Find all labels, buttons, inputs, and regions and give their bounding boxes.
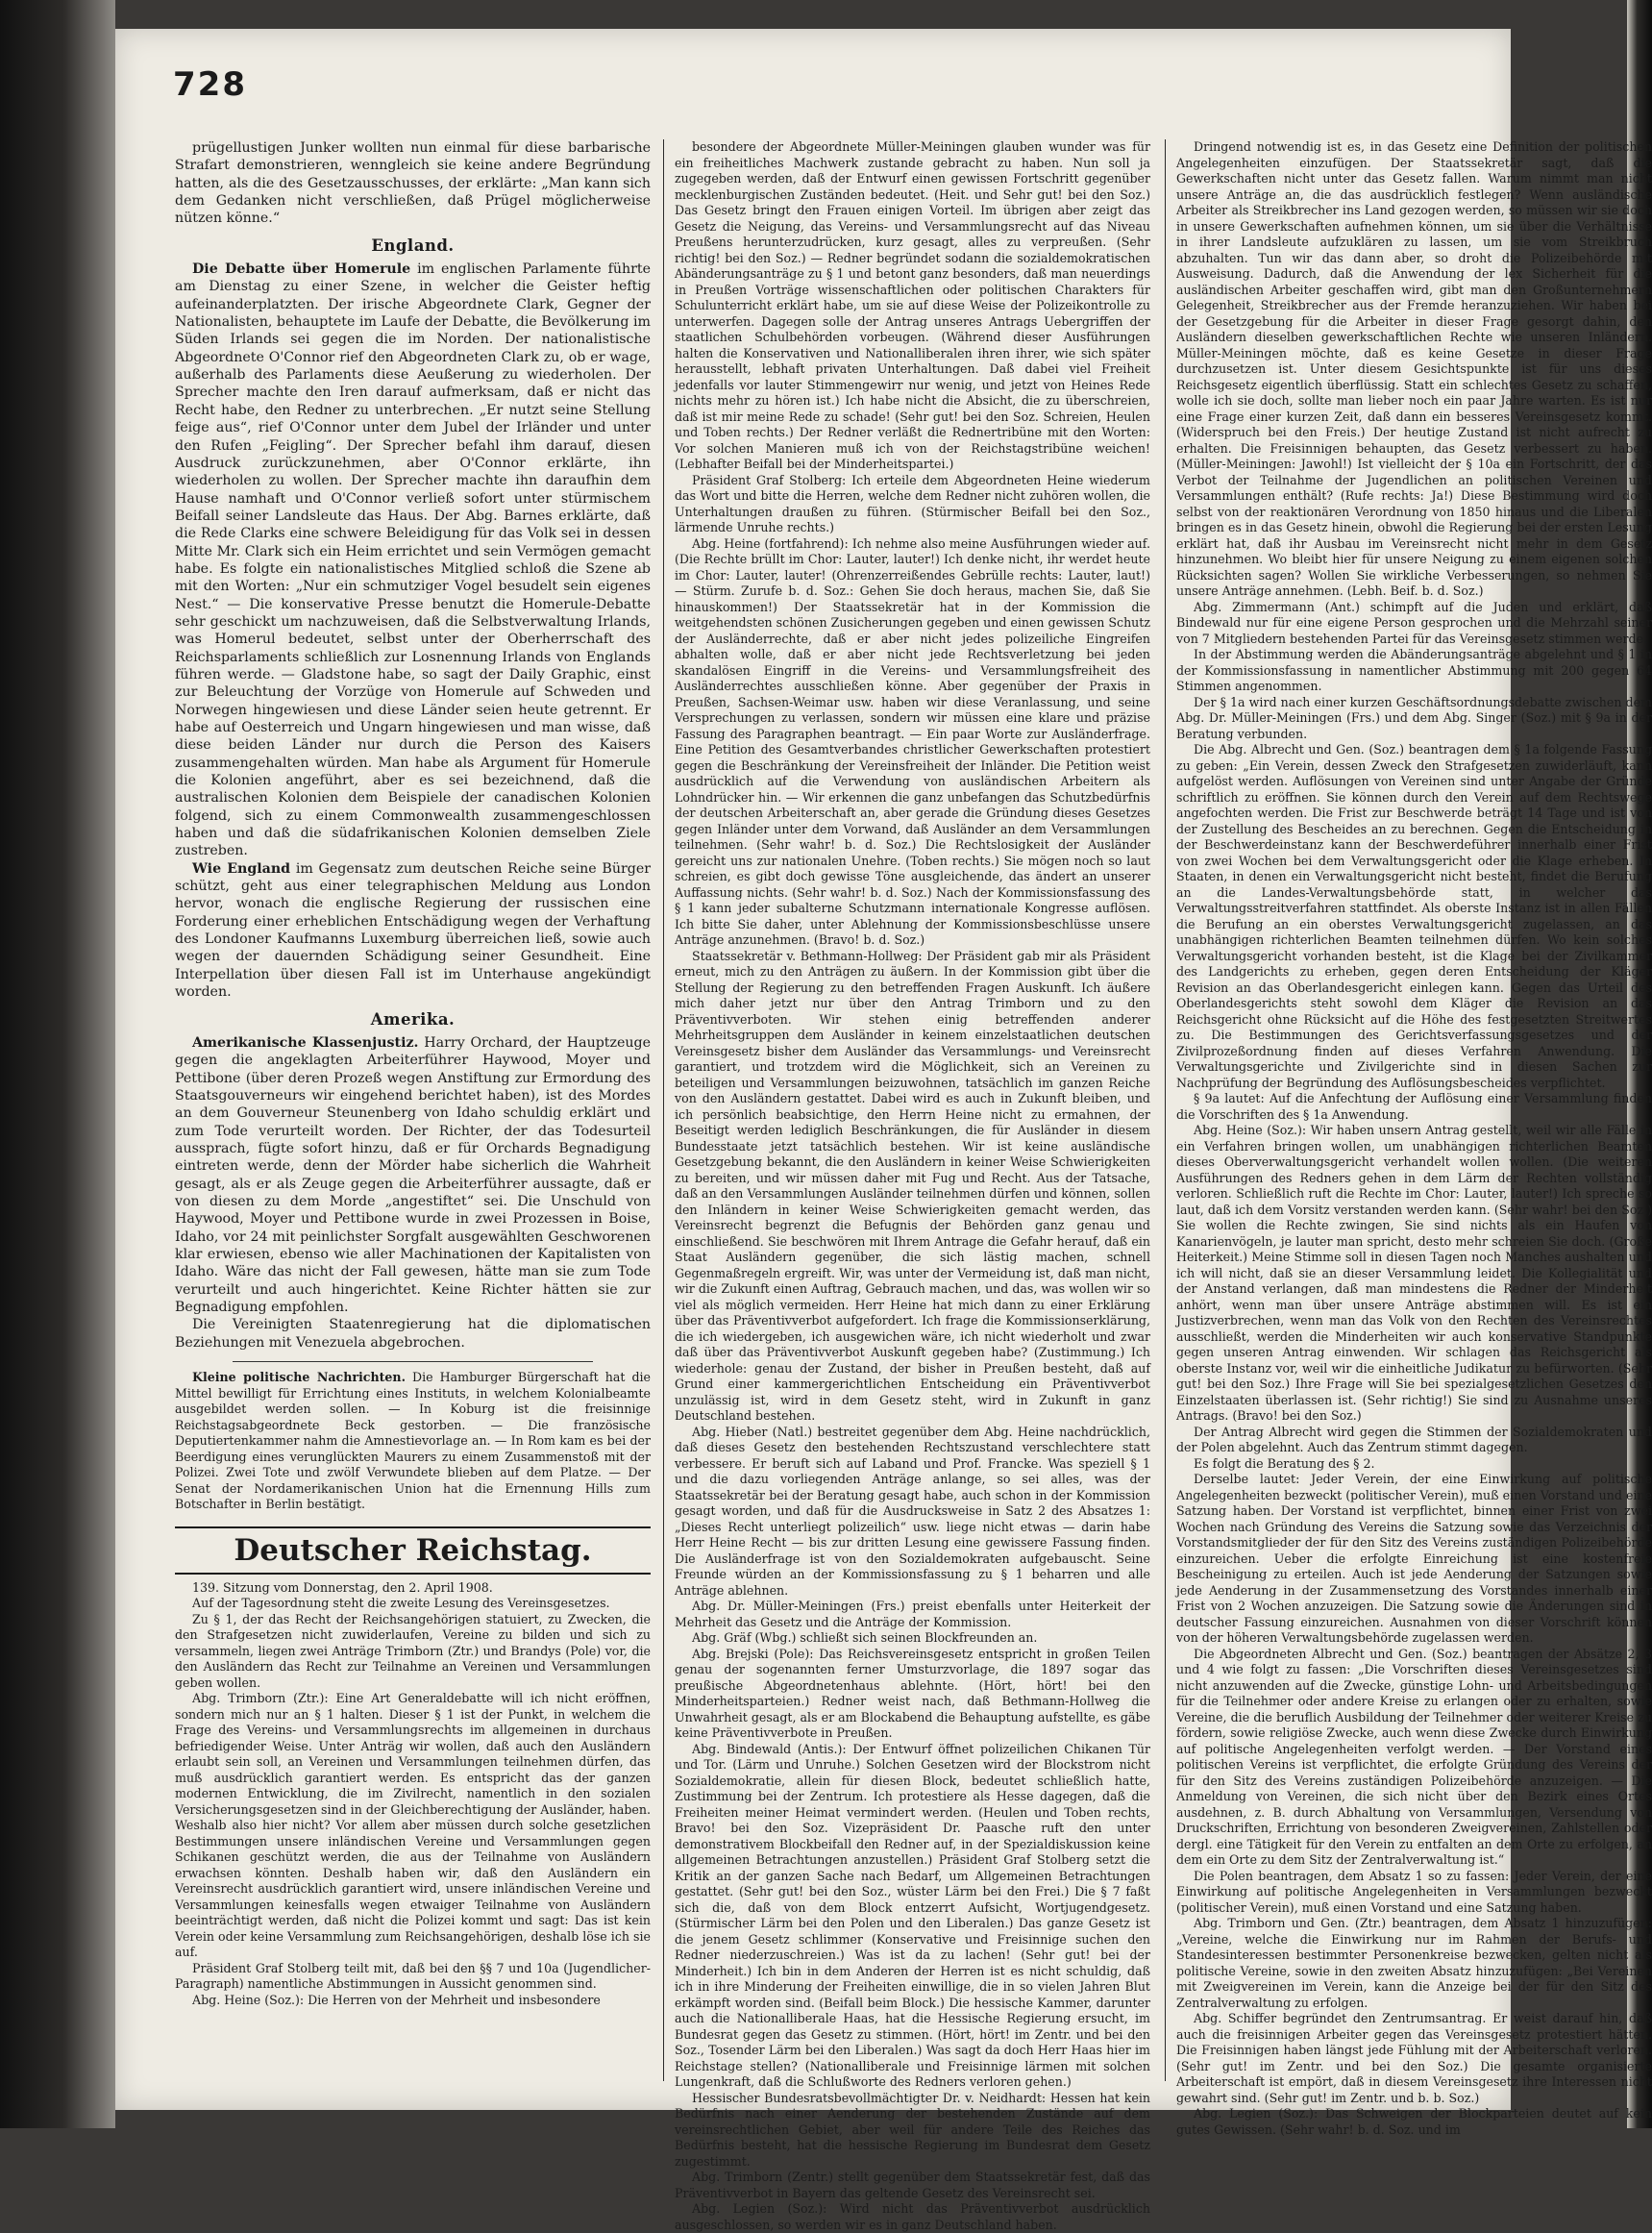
column-1 [175, 139, 651, 2091]
col2-paragraph-1: besondere der Abgeordnete Müller-Meiningen glauben wunder was für ein freiheitliches Machwerk zustande gebracht zu haben. Nun soll ja zugegeben werden, daß der Entwurf einen gewissen Fortschritt gegenüber mecklenburgischen Zuständen bedeutet. (Heit. und Sehr gut! bei den Soz.) Das Gesetz bringt den Frauen einigen Vorteil. Im übrigen aber zeigt das Gesetz die Neigung, das Vereins- und Versammlungsrecht auf das Niveau Preußens herunterzudrücken, kurz gesagt, alles zu verpreußen. (Sehr richtig! bei den Soz.) — Redner begründet sodann die sozialdemokratischen Abänderungsanträge zu § 1 und betont ganz besonders, daß man neuerdings in Preußen Vorträge wissenschaftlichen oder politischen Charakters für Schulunterricht erklärt habe, um sie auf diese Weise der Polizeikontrolle zu unterwerfen. Dagegen solle der Antrag unseres Antrags Uebergriffen der staatlichen Schulbehörden vorbeugen. (Während dieser Ausführungen halten die Konservativen und Nationalliberalen ihren ihrer, wie sich später herausstellt, lebhaft privaten Unterhaltungen. Daß dabei viel Freiheit jedenfalls vor lauter Stimmengewirr nur wenig, und jetzt von Heines Rede nichts mehr zu hören ist.) Ich habe nicht die Absicht, die zu überschreien, daß ist mir meine Rede zu schade! (Sehr gut! bei den Soz. Schreien, Heulen und Toben rechts.) Der Redner verläßt die Rednertribüne mit den Worten: Vor solchen Manieren muß ich von der Reichstagstribüne weichen! (Lebhafter Beifall bei der Minderheitspartei.) [675, 139, 1150, 471]
col3-paragraph-12: Die Polen beantragen, dem Absatz 1 so zu fassen: Jeder Verein, der eine Einwirkung auf politische Angelegenheiten in Versammlungen bezweckt (politischer Verein), muß einen Vorstand und eine Satzung haben. [1176, 1868, 1652, 1915]
tagesordnung: Auf der Tagesordnung steht die zweite Lesung des Vereinsgesetzes. [192, 1596, 610, 1611]
lead-homerule: Die Debatte über Homerule [192, 261, 411, 278]
text-kleine-nachrichten: Die Hamburger Bürgerschaft hat die Mittel bewilligt für Errichtung eines Instituts, in welchem Kolonialbeamte ausgebildet werden sollen. — In Koburg ist die freisinnige Reichstagsabgeordnete Beck gestorben. — Die französische Deputiertenkammer nahm die Amnestievorlage an. — In Rom kam es bei der Beerdigung eines verunglückten Maurers zu einem Zusammenstoß mit der Polizei. Zwei Tote und zwölf Verwundete blieben auf dem Platze. — Der Senat der Nordamerikanischen Union hat die Ernennung Hills zum Botschafter in Berlin bestätigt. [175, 1370, 651, 1512]
col3-paragraph-2: Abg. Zimmermann (Ant.) schimpft auf die Juden und erklärt, daß Bindewald nur für eine eigene Person gesprochen und die Mehrzahl seiner von 7 Mitgliedern bestehenden Partei für das Vereinsgesetz stimmen werde. [1176, 599, 1652, 646]
reichstag-title: Deutscher Reichstag. [175, 1526, 651, 1575]
col3-paragraph-8: Der Antrag Albrecht wird gegen die Stimmen der Sozialdemokraten und der Polen abgelehnt. Auch das Zentrum stimmt dagegen. [1176, 1424, 1652, 1454]
column-2 [675, 139, 1151, 2232]
col3-paragraph-9: Es folgt die Beratung des § 2. [1194, 1455, 1375, 1471]
text-homerule: im englischen Parlamente führte am Dienstag zu einer Szene, in welcher die Geister heftig aufeinanderplatzten. Der irische Abgeordnete Clark, Gegner der Nationalisten, behauptete im Laufe der Debatte, die Bevölkerung im Süden Irlands sei gegen die im Norden. Der nationalistische Abgeordnete O'Connor rief den Abgeordneten Clark zu, ob er wage, außerhalb des Parlaments diese Aeußerung zu wiederholen. Der Sprecher machte den Iren darauf aufmerksam, daß er nicht das Recht habe, den Redner zu unterbrechen. „Er nutzt seine Stellung feige aus“, rief O'Connor unter dem Jubel der Irländer und unter den Rufen „Feigling“. Der Sprecher befahl ihm darauf, diesen Ausdruck zurückzunehmen, aber O'Connor erklärte, ihn wiederholen zu wollen. Der Sprecher machte ihn daraufhin dem Hause namhaft und O'Connor verließ sofort unter stürmischem Beifall seiner Landsleute das Haus. Der Abg. Barnes erklärte, daß die Rede Clarks eine schwere Beleidigung für das Volk sei in dessen Mitte Mr. Clark sich ein Heim errichtet und sein Vermögen gemacht habe. Es folgte ein nationalistisches Mitglied schloß die Szene ab mit den Worten: „Nur ein schmutziger Vogel besudelt sein eigenes Nest.“ — Die konservative Presse benutzt die Homerule-Debatte sehr geschickt um nachzuweisen, daß die Selbstverwaltung Irlands, was Homerul bedeutet, selbst unter der Oberherrschaft des Reichsparlaments schließlich zur Losnennung Irlands von Englands führen werde. — Gladstone habe, so sagt der Daily Graphic, einst zur Beleuchtung der Vorzüge von Homerule auf Schweden und Norwegen hingewiesen und diese Länder seien heute getrennt. Er habe auf Oesterreich und Ungarn hingewiesen und man wisse, daß diese beiden Länder nur durch die Person des Kaisers zusammengehalten würden. Man habe als Argument für Homerule die Kolonien angeführt, aber es sei bezeichnend, daß die australischen Kolonien dem Beispiele der canadischen Kolonien folgend, sich zu einem Commonwealth zusammengeschlossen haben und daß die südafrikanischen Kolonien demselben Ziele zustreben. [175, 261, 651, 859]
column-rule-right [1165, 139, 1166, 2081]
paragraph-trimborn: Abg. Trimborn (Ztr.): Eine Art Generaldebatte will ich nicht eröffnen, sondern mich nur an § 1 halten. Dieser § 1 ist der Punkt, in welchem die Frage des Vereins- und Versammlungsrechts im allgemeinen in durchaus befriedigender Weise. Unter Anträg wir wollen, daß auch den Ausländern erlaubt sein soll, an Vereinen und Versammlungen teilnehmen dürfen, das muß ausdrücklich garantiert werden. Es entspricht das der ganzen modernen Entwicklung, die im Zivilrecht, namentlich in den sozialen Versicherungsgesetzen sind in der Gleichberechtigung der Ausländer, haben. Weshalb also hier nicht? Vor allem aber müssen durch solche gesetzlichen Bestimmungen unsere inländischen Vereine und Versammlungen gegen Schikanen geschützt werden, die aus der Teilnahme von Ausländern erwachsen könnten. Deshalb haben wir, daß den Ausländern ein Vereinsrecht ausdrücklich garantiert wird, unsere inländischen Vereine und Versammlungen keinesfalls wegen etwaiger Teilnahme von Ausländern beeinträchtigt werden, daß nicht die Polizei kommt und sagt: Das ist kein Verein oder keine Versammlung zum Reichsangehörigen, deshalb löse ich sie auf. [175, 1691, 651, 1960]
text-klassenjustiz: Harry Orchard, der Hauptzeuge gegen die angeklagten Arbeiterführer Haywood, Moyer und Pettibone (über deren Prozeß wegen Anstiftung zur Ermordung des Staatsgouverneurs wir eingehend berichtet haben), ist des Mordes an dem Gouverneur Steunenberg von Idaho schuldig erklärt und zum Tode verurteilt worden. Der Richter, der das Todesurteil aussprach, fügte sofort hinzu, daß er für Orchards Begnadigung eintreten werde, denn der Mörder habe sicherlich die Wahrheit gesagt, als er als Zeuge gegen die Arbeiterführer aussagte, daß er von diesen zu dem Morde „angestiftet“ sei. Die Unschuld von Haywood, Moyer und Pettibone wurde in zwei Prozessen in Boise, Idaho, vor 24 mit peinlichster Sorgfalt ausgewählten Geschworenen klar erwiesen, ebenso wie aller Machinationen der Kapitalisten von Idaho. Wäre das nicht der Fall gewesen, hätte man sie zum Tode verurteilt und auch hingerichtet. Keine Richter hätten sie zur Begnadigung empfohlen. [175, 1034, 651, 1315]
col3-paragraph-14: Abg. Schiffer begründet den Zentrumsantrag. Er weist darauf hin, daß auch die freisinnigen Arbeiter gegen das Vereinsgesetz protestiert hätten. Die Freisinnigen haben längst jede Fühlung mit der Arbeiterschaft verloren. (Sehr gut! im Zentr. und bei den Soz.) Die gesamte organisierte Arbeiterschaft ist empört, daß in diesem Vereinsgesetz ihre Interessen nicht gewahrt sind. (Sehr gut! im Zentr. und b. b. Soz.) [1176, 2011, 1652, 2105]
separator-line [233, 1361, 593, 1362]
col2-paragraph-6: Abg. Dr. Müller-Meiningen (Frs.) preist ebenfalls unter Heiterkeit der Mehrheit das Gesetz und die Anträge der Kommission. [675, 1599, 1150, 1629]
col3-paragraph-1: Dringend notwendig ist es, in das Gesetz eine Definition der politischen Angelegenheiten einzufügen. Der Staatssekretär sagt, daß die Gewerkschaften nicht unter das Gesetz fallen. Warum nimmt man nicht unsere Anträge an, die das ausdrücklich festlegen? Wenn ausländische Arbeiter als Streikbrecher ins Land gezogen werden, so müssen wir sie doch in unsere Gewerkschaften aufnehmen können, um sie über die Verhältnisse in ihrer Landsleute aufzuklären zu lassen, um sie vom Streikbruch abzuhalten. Tun wir das dann aber, so droht die Polizeibehörde mit Ausweisung. Dadurch, daß die Anwendung der lex Sicherheit für die ausländischen Arbeiter geschaffen wird, gibt man den Großunternehmern Gelegenheit, Streikbrecher aus der Fremde heranzuziehen. Wir haben bei der Gesetzgebung für die Arbeiter in dieser Frage gesorgt dahin, den Ausländern dieselben gewerkschaftlichen Rechte wie unseren Inländern. Müller-Meiningen möchte, daß es keine Gesetze in dieser Frage durchzusetzen ist. Unter diesem Gesichtspunkte ist für uns dieses Reichsgesetz eigentlich überflüssig. Statt ein schlechtes Gesetz zu schaffen, wolle ich sie doch, sollte man lieber noch ein paar Jahre warten. Es ist nur eine Frage einer kurzen Zeit, daß dann ein besseres Vereinsgesetz kommt. (Widerspruch bei den Freis.) Der heutige Zustand ist nicht aufrecht zu erhalten. Die Freisinnigen behaupten, das Gesetz verbessert zu haben. (Müller-Meiningen: Jawohl!) Ist vielleicht der § 10a ein Fortschritt, der das Verbot der Teilnahme der Jugendlichen an politischen Vereinen und Versammlungen enthält? (Rufe rechts: Ja!) Diese Bestimmung wird doch selbst von der reaktionären Verordnung von 1850 hinaus und die Liberalen bringen es in das Gesetz hinein, obwohl die Regierung bei der ersten Lesung erklärt hat, daß ihr Ausbau im Vereinsrecht nicht mehr in dem Gesetz hinzunehmen. Wo bleibt hier für unsere Neigung zu einem eigenen solchen Rücksichten sagen? Wollen Sie wirkliche Verbesserungen, so nehmen Sie unsere Anträge annehmen. (Lebh. Beif. b. d. Soz.) [1176, 139, 1652, 598]
col2-paragraph-3: Abg. Heine (fortfahrend): Ich nehme also meine Ausführungen wieder auf. (Die Rechte brüllt im Chor: Lauter, lauter!) Ich denke nicht, ihr werdet heute im Chor: Lauter, lauter! (Ohrenzerreißendes Gebrülle rechts: Lauter, laut!) — Stürm. Zurufe b. d. Soz.: Gehen Sie doch heraus, machen Sie, daß Sie hinauskommen!) Der Staatssekretär hat in der Kommission die weitgehendsten schönen Zusicherungen gegeben und einen gewissen Schutz der Ausländerrechte, daß er aber nicht jedes polizeiliche Eingreifen abhalten wolle, daß er aber nicht jede Rechtsverletzung bei jeden skandalösen Eingriff in die Vereins- und Versammlungsfreiheit des Ausländerrechtes ausschließen könne. Aber gegenüber der Praxis in Preußen, Sachsen-Weimar usw. haben wir diese Veranlassung, und seine Versprechungen zu verlassen, sondern wir müssen eine klare und präzise Fassung des Paragraphen beantragt. — Ein paar Worte zur Ausländerfrage. Eine Petition des Gesamtverbandes christlicher Gewerkschaften protestiert gegen die Beschränkung der Vereinsfreiheit der Inländer. Die Petition weist ausdrücklich auf die Verwendung von ausländischen Arbeitern als Lohndrücker hin. — Wir erkennen die ganz unbefangen das Schutzbedürfnis der deutschen Arbeiterschaft an, aber gerade die Gründung dieses Gesetzes gegen Inländer unter dem Vorwand, daß Ausländer an dem Versammlungen teilnehmen. (Sehr wahr! b. d. Soz.) Die Rechtslosigkeit der Ausländer gereicht uns zur nationalen Unehre. (Toben rechts.) Sie mögen noch so laut schreien, es gibt doch gewisse Töne ausgleichende, das ändert an unserer Auffassung nichts. (Sehr wahr! b. d. Soz.) Nach der Kommissionsfassung des § 1 kann jeder subalterne Schutzmann internationale Kongresse auflösen. Ich bitte Sie daher, unter Ablehnung der Kommissionsbeschlüsse unsere Anträge anzunehmen. (Bravo! b. d. Soz.) [675, 535, 1150, 947]
paragraph-heine: Abg. Heine (Soz.): Die Herren von der Mehrheit und insbesondere [192, 1992, 601, 2007]
col2-paragraph-11: Abg. Trimborn (Zentr.) stellt gegenüber dem Staatssekretär fest, daß das Präventivverbot in Bayern das geltende Gesetz des Vereinsrecht sei. [675, 2170, 1150, 2200]
col3-paragraph-13: Abg. Trimborn und Gen. (Ztr.) beantragen, dem Absatz 1 hinzuzufügen: „Vereine, welche die Einwirkung nur im Rahmen der Berufs- und Standesinteressen bestimmter Personenkreise bezwecken, gelten nicht als politische Vereine, sowie in den zweiten Absatz hinzuzufügen: „Bei Vereinen mit Zweigvereinen im Verein, kann die Anzeige bei der für den Sitz des Zentralverwaltung zu erfolgen. [1176, 1916, 1652, 2010]
paragraph-wie-england [175, 860, 651, 1002]
col2-paragraph-7: Abg. Gräf (Wbg.) schließt sich seinen Blockfreunden an. [692, 1630, 1038, 1645]
paragraph-homerule [175, 261, 651, 860]
col2-paragraph-4: Staatssekretär v. Bethmann-Hollweg: Der Präsident gab mir als Präsident erneut, mich zu den Anträgen zu äußern. In der Kommission gibt über die Stellung der Regierung zu den betreffenden Fragen Auskunft. Ich äußere mich daher jetzt nur über den Antrag Trimborn und zu den Präventivverboten. Wir stehen einig betreffenden anderer Mehrheitsgruppen dem Ausländer in keinem einzelstaatlichen deutschen Vereinsgesetz bisher dem Ausländer das Versammlungs- und Vereinsrecht garantiert, und trotzdem wird die Möglichkeit, sich an Vereinen zu beteiligen und Versammlungen beizuwohnen, tatsächlich im ganzen Reiche von den Ausländern gestattet. Dabei wird es auch in Zukunft bleiben, und ich persönlich beabsichtige, den Herrn Heine nicht zu ermahnen, der Beseitigt werden lediglich Beschränkungen, die für Ausländer in diesem Bundesstaate jetzt tatsächlich bestehen. Wir ist keine ausländische Gesetzgebung bekannt, die den Ausländern in keiner Weise Schwierigkeiten zu bereiten, und wir müssen daher mit Fug und Recht. Aus der Tatsache, daß an den Versammlungen Ausländer teilnehmen dürfen und können, sollen den Inländern in keiner Weise Schwierigkeiten gemacht werden, das Vereinsrecht begrenzt die Befugnis der Behörden ganz genau und einschließend. Sie beschwören mit Ihrem Antrage die Gefahr herauf, daß ein Staat Ausländern gegenüber, die sich lästig machen, schnell Gegenmaßregeln ergreift. Wir, was unter der Vermeidung ist, daß man nicht, wir die Zukunft einen Auftrag, Gebrauch machen, und das, was wollen wir so viel als möglich vermeiden. Herr Heine hat mich dann zu einer Erklärung über das Präventivverbot aufgefordert. Ich frage die Kommissionserklärung, die ich wiedergeben, ich ausgewichen wäre, ich nicht wiederholt und zwar daß über das Präventivverbot Auskunft gegeben habe? (Zustimmung.) Ich wiederhole: genau der Zustand, der bisher in Preußen besteht, daß auf Grund einer kammergerichtlichen Entscheidung ein Präventivverbot unzulässig ist, wird in dem Gesetz steht, wird in Zukunft in ganz Deutschland bestehen. [675, 948, 1151, 1423]
col3-paragraph-7: Abg. Heine (Soz.): Wir haben unsern Antrag gestellt, weil wir alle Fälle in ein Verfahren bringen wollen, um unabhängigen richterlichen Beamten dieses Oberverwaltungsgericht verhandelt wollen wollen. (Die weiteren Ausführungen des Redners gehen in dem Lärm der Rechten vollständig verloren. Schließlich ruft die Rechte im Chor: Lauter, lauter!) Ich spreche so laut, daß ich dem Vorsitz verstanden werden kann. (Sehr wahr! bei den Soz.) Sie wollen die Rechte zwingen, Sie sind nichts als ein Haufen von Kanarienvögeln, je lauter man spricht, desto mehr schreien Sie doch. (Große Heiterkeit.) Meine Stimme soll in diesen Tagen noch Manches aushalten und ich will nicht, daß sie an dieser Versammlung leidet. Die Kollegialität und der Anstand verlangen, daß man mindestens die Redner der Minderheit anhört, wenn man über unsere Anträge abstimmen will. Es ist ein Justizverbrechen, wenn man das Volk von den Rechten des Vereinsrechtes ausschließt, werden die Minderheiten wir auch konservative Standpunkte gegen unseren Antrag einwenden. Wir schlagen das Reichsgericht als oberste Instanz vor, weil wir die einheitliche Judikatur zu befürworten. (Sehr gut! bei den Soz.) Ihre Frage will Sie bei spezialgesetzlichen Gesetzes den Einzelstaaten überlassen ist. (Sehr richtig!) Sie sind zu Ausnahme unseres Antrags. (Bravo! bei den Soz.) [1176, 1123, 1652, 1423]
paragraph-klassenjustiz [175, 1034, 651, 1317]
text-wie-england: im Gegensatz zum deutschen Reiche seine Bürger schützt, geht aus einer telegraphischen Meldung aus London hervor, wonach die englische Regierung der russischen eine Forderung einer erheblichen Entschädigung wegen der Verhaftung des Londoner Kaufmanns Luxemburg überreichen ließ, sowie auch wegen der dauernden Schädigung seiner Gesundheit. Eine Interpellation über diesen Fall ist im Unterhause angekündigt worden. [175, 860, 651, 1001]
paragraph-stolberg: Präsident Graf Stolberg teilt mit, daß bei den §§ 7 und 10a (Jugendlicher-Paragraph) namentliche Abstimmungen in Aussicht genommen sind. [175, 1960, 651, 1992]
column-3 [1176, 139, 1652, 2137]
col2-paragraph-9: Abg. Bindewald (Antis.): Der Entwurf öffnet polizeilichen Chikanen Tür und Tor. (Lärm und Unruhe.) Solchen Gesetzen wird der Blockstrom nicht Sozialdemokratie, allein für diesen Block, bedeutet schließlich hatte, Zustimmung bei der Zentrum. Ich protestiere als Hesse dagegen, daß die Freiheiten meiner Heimat vermindert werden. (Heulen und Toben rechts, Bravo! bei den Soz. Vizepräsident Dr. Paasche ruft den unter demonstrativem Blockbeifall den Redner auf, in der Spezialdiskussion keine allgemeinen Betrachtungen anzustellen.) Präsident Graf Stolberg setzt die Kritik an der ganzen Sache nach Bedarf, um Allgemeinen Betrachtungen gestattet. (Sehr gut! bei den Soz., wüster Lärm bei den Frei.) Die § 7 faßt sich die, daß von dem Block entzerrt Aufsicht, Wortjugendgesetz. (Stürmischer Lärm bei den Polen und den Liberalen.) Das ganze Gesetz ist die jenem Gesetz schlimmer (Konservative und Freisinnige suchen den Redner niederzuschreien.) Was ist da zu lachen! (Sehr gut! bei der Minderheit.) Ich bin in dem Anderen der Herren ist es nicht schuldig, daß ich in ihre Minderung der Freiheiten einwillige, die in so vielen Jahren Blut erkämpft worden sind. (Beifall beim Block.) Die hessische Kammer, darunter auch die Nationalliberale Haas, hat die Hessische Regierung ersucht, im Bundesrat gegen das Gesetz zu stimmen. (Hört, hört! im Zentr. und bei den Soz., Tosender Lärm bei den Liberalen.) Was sagt da doch Herr Haas hier im Reichstage stellen? (Nationalliberale und Freisinnige lärmen mit solchen Lungenkraft, daß die Schlußworte des Redners verloren gehen.) [675, 1741, 1150, 2089]
col3-paragraph-4: Der § 1a wird nach einer kurzen Geschäftsordnungsdebatte zwischen dem Abg. Dr. Müller-Meiningen (Frs.) und dem Abg. Singer (Soz.) mit § 9a in der Beratung verbunden. [1176, 694, 1652, 741]
lead-wie-england: Wie England [192, 860, 291, 877]
col3-paragraph-6: § 9a lautet: Auf die Anfechtung der Auflösung einer Versammlung finden die Vorschriften des § 1a Anwendung. [1176, 1091, 1652, 1122]
page-number: 728 [173, 65, 247, 104]
paragraph-venezuela: Die Vereinigten Staatenregierung hat die diplomatischen Beziehungen mit Venezuela abgebrochen. [175, 1317, 651, 1351]
lead-klassenjustiz: Amerikanische Klassenjustiz. [192, 1034, 419, 1051]
column-rule-left [663, 139, 664, 2081]
col3-paragraph-15: Abg. Legien (Soz.): Das Schweigen der Blockparteien deutet auf kein gutes Gewissen. (Sehr wahr! b. d. Soz. und im [1176, 2106, 1652, 2137]
newspaper-page [115, 29, 1652, 2232]
col3-paragraph-3: In der Abstimmung werden die Abänderungsanträge abgelehnt und § 1 in der Kommissionsfassung in namentlicher Abstimmung mit 200 gegen 64 Stimmen angenommen. [1176, 647, 1652, 693]
section-heading-england: England. [371, 236, 455, 255]
paragraph-kleine-nachrichten [175, 1370, 651, 1513]
book-spine-shadow [0, 0, 115, 2128]
lead-kleine-nachrichten: Kleine politische Nachrichten. [192, 1370, 406, 1385]
col2-paragraph-8: Abg. Brejski (Pole): Das Reichsvereinsgesetz entspricht in großen Teilen genau der sogenannten ferner Umsturzvorlage, die 1897 sogar das preußische Abgeordnetenhaus ablehnte. (Hört, hört! bei den Minderheitsparteien.) Redner weist nach, daß Bethmann-Hollweg die Unwahrheit gesagt, als er am Blockabend die Behauptung aufstellte, es gäbe keine Präventivverbote in Preußen. [675, 1646, 1150, 1740]
section-heading-amerika: Amerika. [370, 1009, 456, 1029]
col2-paragraph-5: Abg. Hieber (Natl.) bestreitet gegenüber dem Abg. Heine nachdrücklich, daß dieses Gesetz den bestehenden Rechtszustand verschlechtere statt verbessere. Er beruft sich auf Laband und Prof. Francke. Was speziell § 1 und die dazu vorliegenden Anträge anlange, so sei alles, was der Staatssekretär bei der Beratung gesagt habe, auch schon in der Kommission gesagt worden, und daß für die Ausdrucksweise in Satz 2 des Absatzes 1: „Dieses Recht unterliegt polizeilich“ usw. liege nicht etwas — darin habe Herr Heine Recht — bis zur dritten Lesung eine gewissere Fassung finden. Die Ausländerfrage ist von den Sozialdemokraten aufgebauscht. Seine Freunde würden an der Kommissionsfassung zu § 1 beharren und alle Anträge ablehnen. [675, 1424, 1150, 1598]
col2-paragraph-12: Abg. Legien (Soz.): Wird nicht das Präventivverbot ausdrücklich ausgeschlossen, so werden wir es in ganz Deutschland haben. [675, 2201, 1150, 2232]
article-intro: prügellustigen Junker wollten nun einmal für diese barbarische Strafart demonstrieren, wenngleich sie keine andere Begründung hatten, als die des Gesetzausschusses, der erklärte: „Man kann sich dem Gedanken nicht verschließen, daß Prügel möglicherweise nützen könne.“ [175, 140, 651, 227]
col2-paragraph-10: Hessischer Bundesratsbevollmächtigter Dr. v. Neidhardt: Hessen hat kein Bedürfnis nach einer Aenderung der bestehenden Zustände auf dem vereinsrechtlichen Gebiet, aber weil für andere Teile des Reiches das Bedürfnis besteht, hat die hessische Regierung im Bundesrat dem Gesetz zugestimmt. [675, 2090, 1150, 2169]
paragraph-para1: Zu § 1, der das Recht der Reichsangehörigen statuiert, zu Zwecken, die den Strafgesetzen nicht zuwiderlaufen, Vereine zu bilden und sich zu versammeln, liegen zwei Anträge Trimborn (Ztr.) und Brandys (Pole) vor, die den Ausländern das Recht zur Teilnahme an Vereinen und Versammlungen geben wollen. [175, 1611, 651, 1690]
col3-paragraph-10: Derselbe lautet: Jeder Verein, der eine Einwirkung auf politische Angelegenheiten bezweckt (politischer Verein), muß einen Vorstand und eine Satzung haben. Der Vorstand ist verpflichtet, binnen einer Frist von zwei Wochen nach Gründung des Vereins die Satzung sowie das Verzeichnis der Vorstandsmitglieder der für den Sitz des Vereins zuständigen Polizeibehörde einzureichen. Ueber die erfolgte Einreichung ist eine kostenfreie Bescheinigung zu erteilen. Auch ist jede Aenderung der Satzungen sowie jede Aenderung in der Zusammensetzung des Vorstandes innerhalb einer Frist von 2 Wochen anzuzeigen. Die Satzung sowie die Änderungen sind in deutscher Fassung einzureichen. Ausnahmen von dieser Vorschrift können von der höheren Verwaltungsbehörde zugelassen werden. [1176, 1472, 1652, 1645]
col3-paragraph-5: Die Abg. Albrecht und Gen. (Soz.) beantragen dem § 1a folgende Fassung zu geben: „Ein Verein, dessen Zweck den Strafgesetzen zuwiderläuft, kann aufgelöst werden. Auflösungen von Vereinen sind unter Angabe der Gründe schriftlich zu eröffnen. Sie können durch den Verein auf dem Rechtswege angefochten werden. Die Frist zur Beschwerde beträgt 14 Tage und ist von der Zustellung des Bescheides an zu berechnen. Gegen die Entscheidung in der Beschwerdeinstanz kann der Beschwerdeführer innerhalb einer Frist von zwei Wochen bei dem Verwaltungsgericht oder die Klage erheben. In Staaten, in denen ein Verwaltungsgericht nicht besteht, findet die Berufung an die Landes-Verwaltungsbehörde statt, in welcher das Verwaltungsstreitverfahren stattfindet. Als oberste Instanz ist in allen Fällen die Berufung an ein oberstes Verwaltungsgericht zugelassen, an das unabhängigen richterlichen Beamten teilnehmen dürfen. Wo kein solches Verwaltungsgericht vorhanden besteht, ist die Klage bei der Zivilkammer des Landgerichts zu erheben, gegen deren Entscheidung der Kläger Revision an das Oberlandesgericht einlegen kann. Gegen das Urteil des Oberlandesgerichts steht sowohl dem Kläger die Revision an das Reichsgericht ohne Rücksicht auf die Höhe des festgesetzten Streitwertes zu. Die Bestimmungen des Gerichtsverfassungsgesetzes und der Zivilprozeßordnung finden auf dieses Verfahren Anwendung. Die Verwaltungsgerichte und Zivilgerichte sind in diesen Sachen zur Nachprüfung der Begründung des Auflösungsbescheides verpflichtet. [1176, 742, 1652, 1090]
col3-paragraph-11: Die Abgeordneten Albrecht und Gen. (Soz.) beantragen der Absätze 2, 3 und 4 wie folgt zu fassen: „Die Vorschriften dieses Vereinsgesetzes sind nicht anzuwenden auf die Zwecke, günstige Lohn- und Arbeitsbedingungen für die Teilnehmer oder andere Kreise zu erlangen oder zu erhalten, sowie Vereine, die die beruflich Ausbildung der Teilnehmer oder weiterer Kreise zu fördern, sowie religiöse Zwecke, auch wenn diese Zwecke durch Einwirkung auf politische Angelegenheiten verfolgt werden. — Der Vorstand eines politischen Vereins ist verpflichtet, die erfolgte Gründung des Vereins der für den Sitz des Vereins zuständigen Polizeibehörde anzuzeigen. — Die Anmeldung von Vereinen, die sich nicht über den Bezirk eines Ortes ausdehnen, z. B. durch Abhaltung von Versammlungen, Versendung von Druckschriften, Errichtung von besonderen Zweigvereinen, Zahlstellen oder dergl. eine Tätigkeit für den Verein zu entfalten an dem Orte zu erfolgen, an dem ein Orte zu dem Sitz der Zentralverwaltung ist.“ [1176, 1646, 1652, 1867]
col2-paragraph-2: Präsident Graf Stolberg: Ich erteile dem Abgeordneten Heine wiederum das Wort und bitte die Herren, welche dem Redner nicht zuhören wollen, die Unterhaltungen draußen zu führen. (Stürmischer Beifall bei den Soz., lärmende Unruhe rechts.) [675, 472, 1150, 534]
sitzung-line: 139. Sitzung vom Donnerstag, den 2. April 1908. [192, 1579, 493, 1595]
